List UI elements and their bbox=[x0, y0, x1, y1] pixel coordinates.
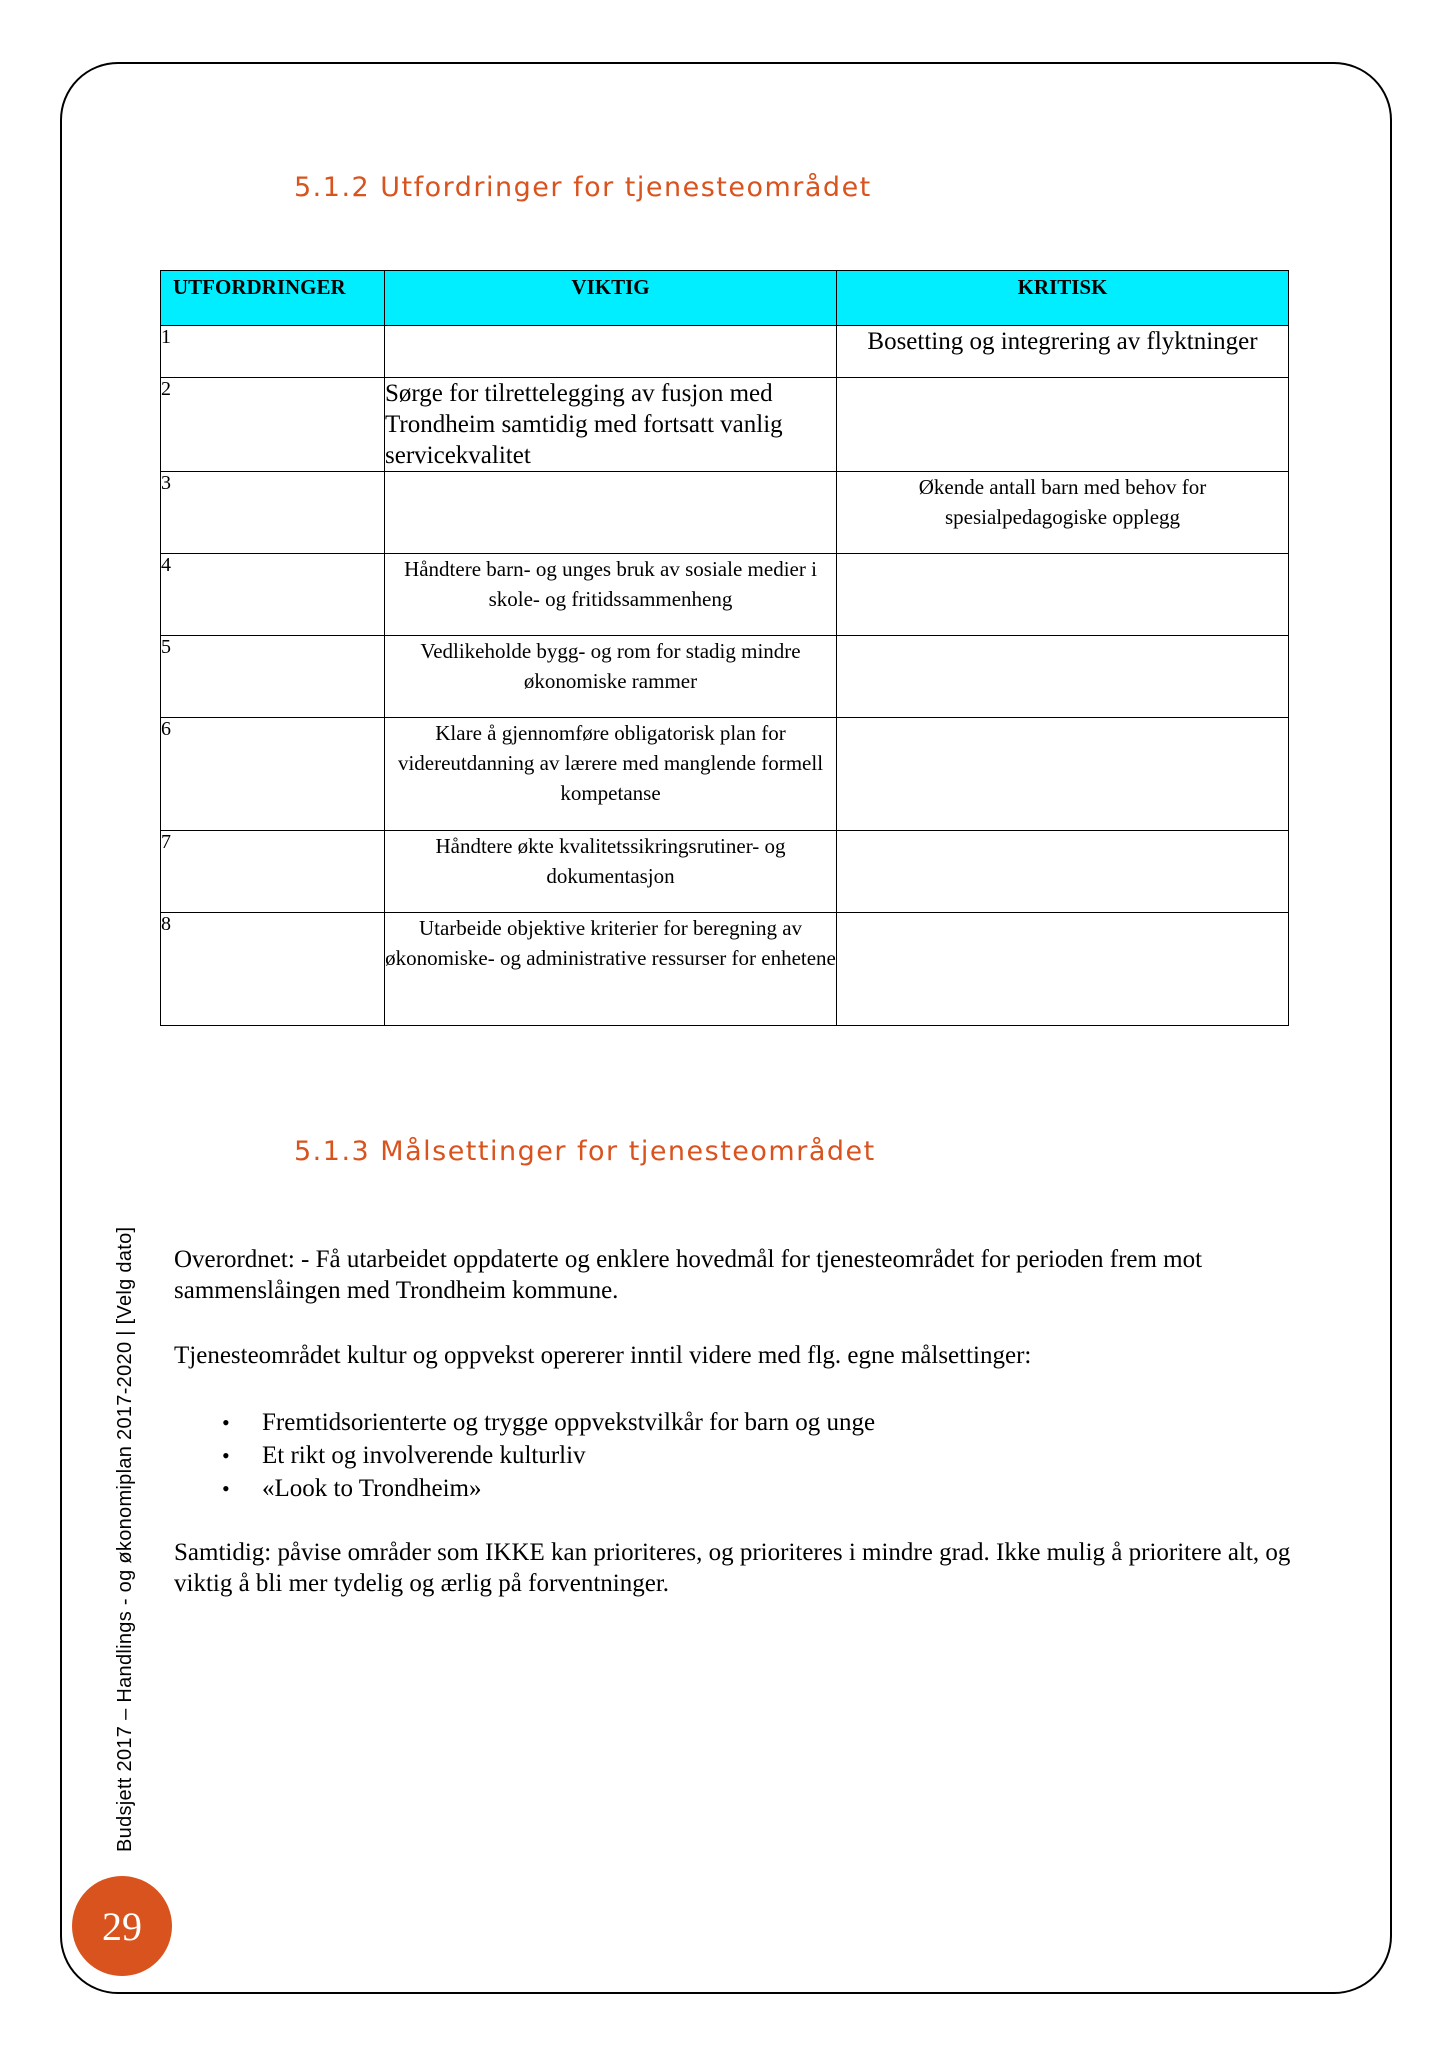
row-number: 5 bbox=[161, 636, 385, 718]
table-row bbox=[161, 554, 1289, 636]
cell-kritisk bbox=[837, 831, 1289, 913]
list-item bbox=[174, 1406, 875, 1439]
row-number: 6 bbox=[161, 718, 385, 831]
cell-kritisk bbox=[837, 718, 1289, 831]
table-row bbox=[161, 378, 1289, 472]
cell-viktig: Klare å gjennomføre obligatorisk plan for videreutdanning av lærere med manglende formell kompetanse bbox=[385, 718, 837, 831]
cell-kritisk bbox=[837, 378, 1289, 472]
row-number: 2 bbox=[161, 378, 385, 472]
bullet-icon: • bbox=[222, 1443, 230, 1468]
cell-viktig: Utarbeide objektive kriterier for beregning av økonomiske- og administrative ressurser for enhetene bbox=[385, 913, 837, 1026]
row-number: 1 bbox=[161, 326, 385, 378]
challenges-table bbox=[160, 270, 1289, 1026]
page-number: 29 bbox=[102, 1903, 142, 1949]
row-number: 4 bbox=[161, 554, 385, 636]
cell-kritisk bbox=[837, 636, 1289, 718]
goals-list bbox=[174, 1406, 875, 1505]
cell-kritisk bbox=[837, 913, 1289, 1026]
section-heading-challenges: 5.1.2 Utfordringer for tjenesteområdet bbox=[294, 172, 872, 203]
cell-viktig bbox=[385, 326, 837, 378]
table-row bbox=[161, 913, 1289, 1026]
section-heading-goals: 5.1.3 Målsettinger for tjenesteområdet bbox=[294, 1136, 876, 1167]
table-row bbox=[161, 326, 1289, 378]
cell-viktig bbox=[385, 472, 837, 554]
cell-viktig: Sørge for tilrettelegging av fusjon med Trondheim samtidig med fortsatt vanlig servicekvalitet bbox=[385, 378, 837, 472]
table-header-row bbox=[161, 271, 1289, 326]
list-item-text: «Look to Trondheim» bbox=[262, 1475, 482, 1502]
paragraph-samtidig: Samtidig: påvise områder som IKKE kan prioriteres, og prioriteres i mindre grad. Ikke mulig å prioritere alt, og viktig å bli mer tydelig og ærlig på forventninger. bbox=[174, 1539, 1291, 1597]
table-row bbox=[161, 831, 1289, 913]
list-item bbox=[174, 1472, 875, 1505]
table-row bbox=[161, 636, 1289, 718]
table-row bbox=[161, 472, 1289, 554]
bullet-icon: • bbox=[222, 1476, 230, 1501]
paragraph-tjeneste: Tjenesteområdet kultur og oppvekst opererer inntil videre med flg. egne målsettinger: bbox=[174, 1342, 1032, 1369]
cell-viktig: Håndtere økte kvalitetssikringsrutiner- og dokumentasjon bbox=[385, 831, 837, 913]
cell-kritisk bbox=[837, 554, 1289, 636]
row-number: 8 bbox=[161, 913, 385, 1026]
cell-kritisk: Bosetting og integrering av flyktninger bbox=[837, 326, 1289, 378]
bullet-icon: • bbox=[222, 1410, 230, 1435]
table-row bbox=[161, 718, 1289, 831]
cell-viktig: Håndtere barn- og unges bruk av sosiale medier i skole- og fritidssammenheng bbox=[385, 554, 837, 636]
cell-viktig: Vedlikeholde bygg- og rom for stadig mindre økonomiske rammer bbox=[385, 636, 837, 718]
column-header-viktig: VIKTIG bbox=[385, 271, 837, 326]
row-number: 3 bbox=[161, 472, 385, 554]
page-number-badge bbox=[72, 1876, 172, 1976]
list-item bbox=[174, 1439, 875, 1472]
column-header-kritisk: KRITISK bbox=[837, 271, 1289, 326]
cell-kritisk: Økende antall barn med behov for spesialpedagogiske opplegg bbox=[837, 472, 1289, 554]
list-item-text: Fremtidsorienterte og trygge oppvekstvilkår for barn og unge bbox=[262, 1409, 876, 1436]
paragraph-overordnet: Overordnet: - Få utarbeidet oppdaterte og enklere hovedmål for tjenesteområdet for perioden frem mot sammenslåingen med Trondheim kommune. bbox=[174, 1246, 1203, 1304]
vertical-footer-text: Budsjett 2017 – Handlings - og økonomiplan 2017-2020 | [Velg dato] bbox=[114, 1226, 136, 1852]
column-header-utfordringer: UTFORDRINGER bbox=[161, 271, 385, 326]
list-item-text: Et rikt og involverende kulturliv bbox=[262, 1442, 586, 1469]
row-number: 7 bbox=[161, 831, 385, 913]
